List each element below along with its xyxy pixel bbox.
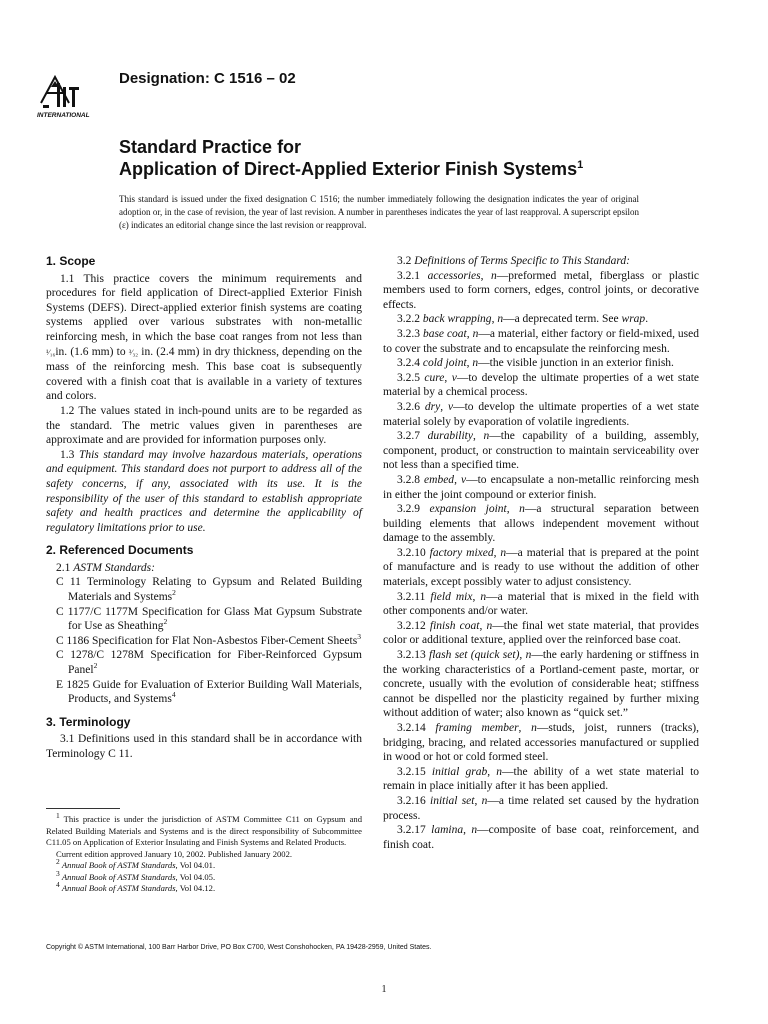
definition-list	[383, 269, 699, 853]
title-text: Application of Direct-Applied Exterior Finish Systems	[119, 159, 578, 179]
definition-item: 3.2.9 expansion joint, n—a structural separation between building elements that allows independent movement without damage to the assembly.	[383, 503, 700, 545]
definition-item: 3.2.16 initial set, n—a time related set caused by the hydration process.	[383, 794, 700, 822]
astm-logo-icon	[33, 73, 111, 119]
definition-item: 3.2.11 field mix, n—a material that is mixed in the field with other components and/or water.	[383, 590, 700, 618]
definition-item: 3.2.12 finish coat, n—the final wet state material, that provides color or additional texture, applied over the reinforced base coat.	[383, 619, 699, 647]
footnote-1: $^1$ This practice is under the jurisdiction of ASTM Committee C11 on Gypsum and Related Building Materials and Systems and is the direct responsibility of Subcommittee C11.05 on Application of Exterior Insulating and Finish Systems and Related Products.	[46, 811, 362, 847]
copyright: Copyright © ASTM International, 100 Barr Harbor Drive, PO Box C700, West Conshohocken, PA 19428-2959, United States.	[46, 944, 432, 951]
terminology-3-1: 3.1 Definitions used in this standard shall be in accordance with Terminology C 11.	[46, 733, 362, 760]
section-2-heading: 2. Referenced Documents	[46, 543, 194, 558]
definition-item: 3.2.6 dry, v—to develop the ultimate properties of a wet state material solely by evaporation of volatile ingredients.	[383, 400, 699, 428]
footnote-refs	[46, 857, 362, 895]
footnote-rule	[46, 808, 120, 809]
footnote-ref: $^3$ Annual Book of ASTM Standards, Vol 04.05.	[56, 868, 216, 882]
title-block	[119, 136, 719, 180]
definition-item: 3.2.8 embed, v—to encapsulate a non-metallic reinforcing mesh in either the joint compound or exterior finish.	[383, 473, 699, 501]
scope-1-1: 1.1 This practice covers the minimum requirements and procedures for field application of Direct-applied Exterior Finish Systems (DEFS). Direct-applied exterior finish systems are coating systems applied over various substrates with non-metallic reinforcing mesh, in which the base coat ranges from not less than ¹⁄₁₆in. (1.6 mm) to ³⁄₃₂ in. (2.4 mm) in dry thickness, depending on the mass of the reinforcing mesh. This base coat is subsequently covered with a finish coat that is available in a variety of textures and colors.	[46, 272, 362, 403]
title-line-2	[119, 158, 719, 180]
scope-1-3: 1.3 This standard may involve hazardous materials, operations and equipment. This standard does not purport to address all of the safety concerns, if any, associated with its use. It is the responsibility of the user of this standard to establish appropriate safety and health practices and determine the applicability of regulatory limitations prior to use.	[46, 448, 363, 534]
designation: Designation: C 1516 – 02	[119, 70, 296, 87]
references-subheading: 2.1 ASTM Standards:	[56, 561, 155, 574]
left-column	[46, 254, 362, 762]
definition-item: 3.2.4 cold joint, n—the visible junction in an exterior finish.	[397, 357, 674, 370]
definition-item: 3.2.5 cure, v—to develop the ultimate properties of a wet state material by a chemical process.	[383, 371, 699, 399]
footnote-ref: $^4$ Annual Book of ASTM Standards, Vol 04.12.	[56, 880, 216, 893]
definition-item: 3.2.14 framing member, n—studs, joist, runners (tracks), bridging, bracing, and related accessories manufactured or supplied in wood or hot or cold formed steel.	[383, 722, 700, 764]
intro-paragraph: This standard is issued under the fixed designation C 1516; the number immediately following the designation indicates the year of original adoption or, in the case of revision, the year of last revision. A number in parentheses indicates the year of last reapproval. A superscript epsilon (ε) indicates an editorial change since the last revision or reapproval.	[119, 194, 639, 230]
scope-1-2: 1.2 The values stated in inch-pound units are to be regarded as the standard. The metric values given in parentheses are approximate and are provided for information purposes only.	[46, 404, 362, 447]
footnote-ref: $^2$ Annual Book of ASTM Standards, Vol 04.01.	[56, 857, 216, 870]
reference-item: E 1825 Guide for Evaluation of Exterior Building Wall Materials, Products, and Systems$^4$	[56, 678, 362, 706]
right-column	[383, 254, 699, 852]
section-1-heading: 1. Scope	[46, 254, 96, 268]
definition-item: 3.2.15 initial grab, n—the ability of a wet state material to remain in place initially after it has been applied.	[383, 765, 700, 793]
footnotes	[46, 811, 362, 895]
definition-item: 3.2.13 flash set (quick set), n—the early hardening or stiffness in the working characteristics of a Portland-cement paste, mortar, or concrete, usually with the evolution of considerable heat; stiffness cannot be dispelled nor the plasticity regained by further mixing without addition of water; also known as “quick set.”	[383, 649, 699, 720]
definition-item: 3.2.17 lamina, n—composite of base coat, reinforcement, and finish coat.	[383, 824, 700, 851]
reference-item: C 1177/C 1177M Specification for Glass Mat Gypsum Substrate for Use as Sheathing$^2$	[56, 605, 362, 633]
reference-list	[46, 575, 362, 706]
logo-subtitle: INTERNATIONAL	[37, 112, 90, 119]
reference-item: C 1278/C 1278M Specification for Fiber-Reinforced Gypsum Panel$^2$	[56, 649, 362, 677]
definition-item: 3.2.2 back wrapping, n—a deprecated term. See wrap.	[397, 313, 649, 326]
definition-item: 3.2.10 factory mixed, n—a material that is prepared at the point of manufacture and is ready to use without the addition of other materials, except possibly water to adjust consistency.	[383, 546, 699, 589]
definition-item: 3.2.3 base coat, n—a material, either factory or field-mixed, used to cover the substrate and to encapsulate the reinforcing mesh.	[383, 327, 700, 355]
reference-item: C 1186 Specification for Flat Non-Asbestos Fiber-Cement Sheets$^3$	[56, 632, 361, 647]
definition-item: 3.2.7 durability, n—the capability of a building, assembly, component, product, or construction to maintain serviceability over not less than a specified time.	[383, 430, 700, 472]
page-number: 1	[381, 984, 387, 995]
title-line-1: Standard Practice for	[119, 137, 302, 157]
reference-item: C 11 Terminology Relating to Gypsum and Related Building Materials and Systems$^2$	[56, 576, 362, 604]
title-footnote-mark: 1	[577, 159, 584, 171]
footnote-edition: Current edition approved January 10, 2002. Published January 2002.	[56, 848, 293, 859]
section-3-heading: 3. Terminology	[46, 714, 131, 729]
definition-item: 3.2.1 accessories, n—preformed metal, fiberglass or plastic members used to form corners, edges, control joints, or decorative effects.	[383, 269, 699, 311]
definitions-subheading: 3.2 Definitions of Terms Specific to This Standard:	[397, 255, 630, 267]
